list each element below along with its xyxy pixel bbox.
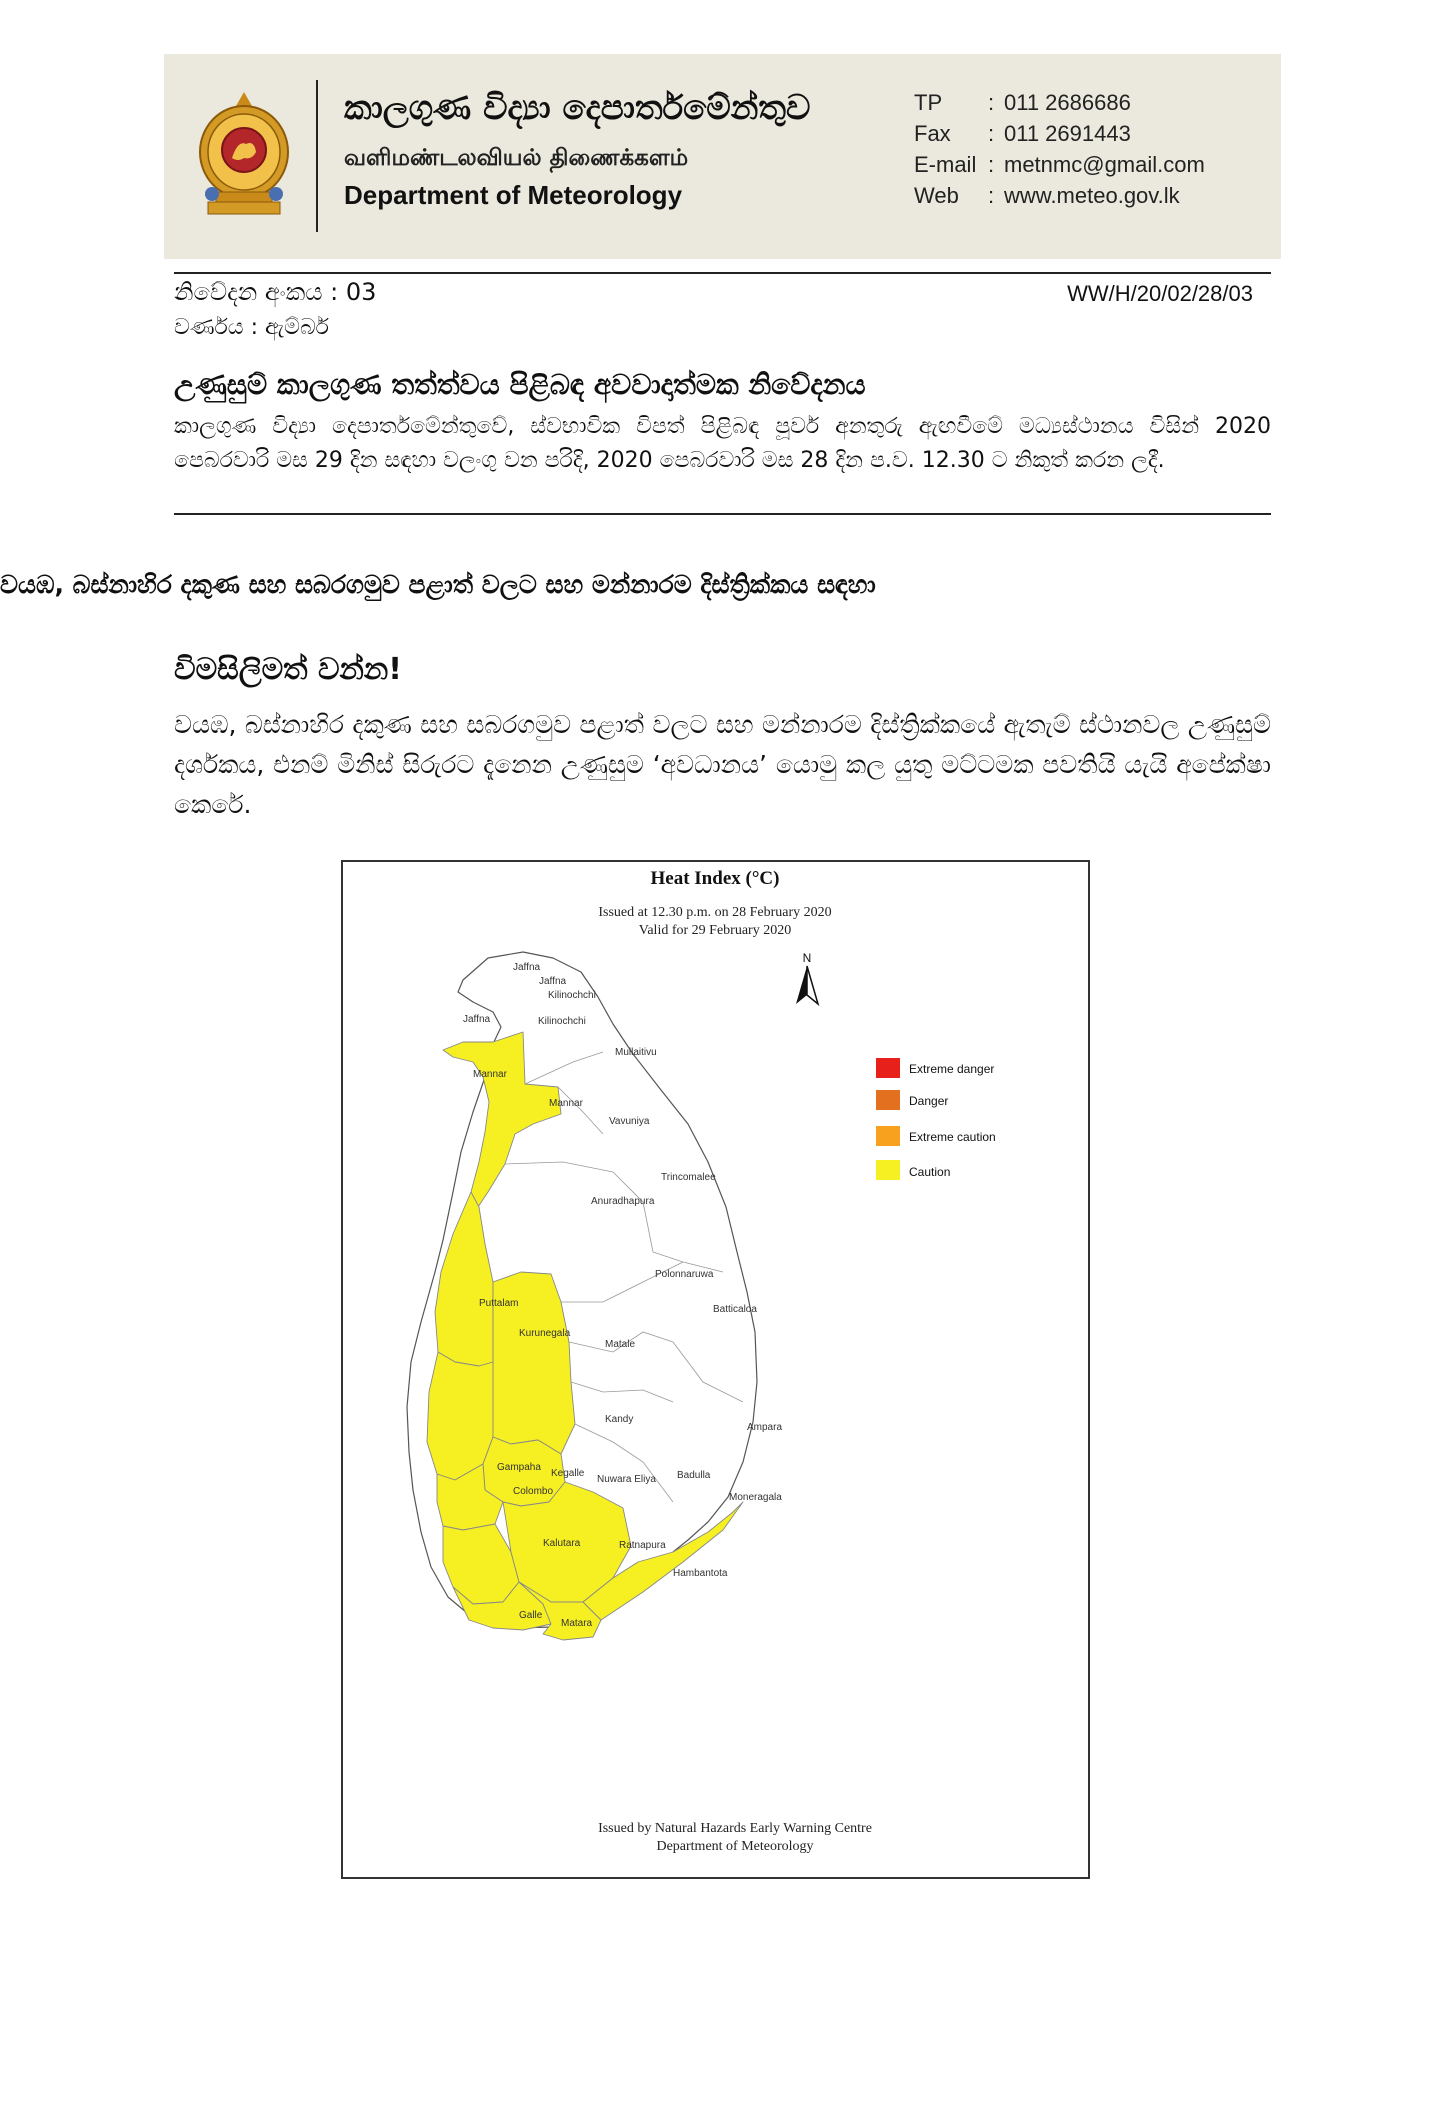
label-kurunegala: Kurunegala	[519, 1328, 571, 1339]
bottom-divider	[174, 513, 1271, 515]
notice-number: නිවේදන අංකය : 03	[174, 278, 377, 306]
email-link[interactable]: metnmc@gmail.com	[1004, 152, 1205, 177]
department-name-sinhala: කාලගුණ විද්‍යා දෙපාර්තමේන්තුව	[344, 88, 811, 128]
map-valid: Valid for 29 February 2020	[638, 923, 792, 938]
map-canvas	[343, 862, 1088, 1877]
phone-number: 011 2686686	[1004, 90, 1131, 115]
header-divider	[316, 80, 318, 232]
map-legend	[876, 1058, 996, 1180]
legend-danger: Danger	[909, 1094, 949, 1108]
contact-web: Web : www.meteo.gov.lk	[914, 183, 1180, 208]
notice-title: උණුසුම් කාලගුණ තත්ත්වය පිළිබඳ අවවාදාත්මක නිවේදනය	[174, 368, 866, 401]
warning-body: වයඹ, බස්නාහිර දකුණ සහ සබරගමුව පළාත් වලට සහ මන්නාරම දිස්ත්‍රික්කයේ ඇතැම් ස්ථානවල උණුසුම් දර්ශකය, එනම් මිනිස් සිරුරට දැනෙන උණුසුම ‘අවධානය’ යොමු කල යුතු මට්ටමක පවතියි යැයි අපේක්ෂා කෙරේ.	[174, 710, 1271, 819]
legend-extreme-caution: Extreme caution	[909, 1130, 996, 1144]
district-gampaha	[427, 1352, 493, 1480]
label-kandy: Kandy	[605, 1414, 634, 1425]
legend-swatch-caution	[876, 1160, 900, 1180]
contact-email: E-mail : metnmc@gmail.com	[914, 152, 1205, 177]
top-divider	[174, 272, 1271, 274]
reference-number: WW/H/20/02/28/03	[1067, 281, 1253, 306]
map-title: Heat Index (°C)	[650, 868, 780, 889]
contact-phone: TP : 011 2686686	[914, 90, 1131, 115]
fax-number: 011 2691443	[1004, 121, 1131, 146]
label-mullaitivu: Mullaitivu	[615, 1047, 657, 1058]
legend-swatch-extreme-caution	[876, 1126, 900, 1146]
legend-swatch-danger	[876, 1090, 900, 1110]
heat-index-map	[341, 860, 1090, 1879]
map-issued: Issued at 12.30 p.m. on 28 February 2020	[598, 905, 832, 920]
label-jaffna: Jaffna	[513, 962, 541, 973]
label-kalutara: Kalutara	[543, 1538, 581, 1549]
website-link[interactable]: www.meteo.gov.lk	[1004, 183, 1180, 208]
label-badulla: Badulla	[677, 1470, 711, 1481]
label-matara: Matara	[561, 1618, 593, 1629]
label-puttalam: Puttalam	[479, 1298, 519, 1309]
contact-fax: Fax : 011 2691443	[914, 121, 1131, 146]
map-footer-dept: Department of Meteorology	[656, 1839, 814, 1854]
label-moneragala: Moneragala	[729, 1492, 782, 1503]
affected-regions: වයඹ, බස්නාහිර දකුණ සහ සබරගමුව පළාත් වලට සහ මන්නාරම දිස්ත්‍රික්කය සඳහා	[0, 570, 876, 599]
label-islands: Jaffna	[463, 1014, 491, 1025]
label-kilinochchi: Kilinochchi	[548, 990, 596, 1001]
label-galle: Galle	[519, 1610, 543, 1621]
legend-extreme-danger: Extreme danger	[909, 1062, 995, 1076]
label-ampara: Ampara	[747, 1422, 783, 1433]
department-name-tamil: வளிமண்டலவியல் திணைக்களம்	[344, 145, 689, 171]
warning-color-level: වර්ණය : ඇම්බර්	[174, 315, 329, 340]
label-gampaha: Gampaha	[497, 1462, 541, 1473]
label-mannar: Mannar	[549, 1098, 583, 1109]
warning-heading: විමසිලිමත් වන්න!	[174, 652, 402, 687]
department-name-english: Department of Meteorology	[344, 180, 683, 210]
label-batticaloa: Batticaloa	[713, 1304, 757, 1315]
label-anuradhapura: Anuradhapura	[591, 1196, 655, 1207]
label-trincomalee: Trincomalee	[661, 1172, 716, 1183]
label-mannar-island: Mannar	[473, 1069, 507, 1080]
label-kilinochchi-2: Kilinochchi	[538, 1016, 586, 1027]
north-arrow-icon	[796, 951, 818, 1004]
label-hambantota: Hambantota	[673, 1568, 728, 1579]
legend-caution: Caution	[909, 1165, 951, 1179]
label-polonnaruwa: Polonnaruwa	[655, 1269, 714, 1280]
label-vavuniya: Vavuniya	[609, 1116, 650, 1127]
label-matale: Matale	[605, 1339, 636, 1350]
north-label: N	[802, 951, 812, 965]
label-kegalle: Kegalle	[551, 1468, 585, 1479]
label-colombo: Colombo	[513, 1486, 554, 1497]
label-jaffna-2: Jaffna	[539, 976, 567, 987]
label-ratnapura: Ratnapura	[619, 1540, 666, 1551]
notice-intro: කාලගුණ විද්‍යා දෙපාර්තමේන්තුවේ, ස්වභාවික විපත් පිළිබඳ පූර්ව අනතුරු ඇඟවීමේ මධ්‍යස්ථානය විසින් 2020 පෙබරවාරි මස 29 දින සඳහා වලංගු වන පරිදි, 2020 පෙබරවාරි මස 28 දින ප.ව. 12.30 ට නිකුත් කරන ලදී.	[174, 414, 1271, 473]
contact-block	[914, 90, 1205, 214]
sri-lanka-emblem-icon	[194, 88, 294, 228]
map-footer-issuer: Issued by Natural Hazards Early Warning Centre	[598, 1821, 872, 1836]
legend-swatch-extreme-danger	[876, 1058, 900, 1078]
label-nuwara-eliya: Nuwara Eliya	[597, 1474, 656, 1485]
letterhead-banner	[164, 54, 1281, 259]
